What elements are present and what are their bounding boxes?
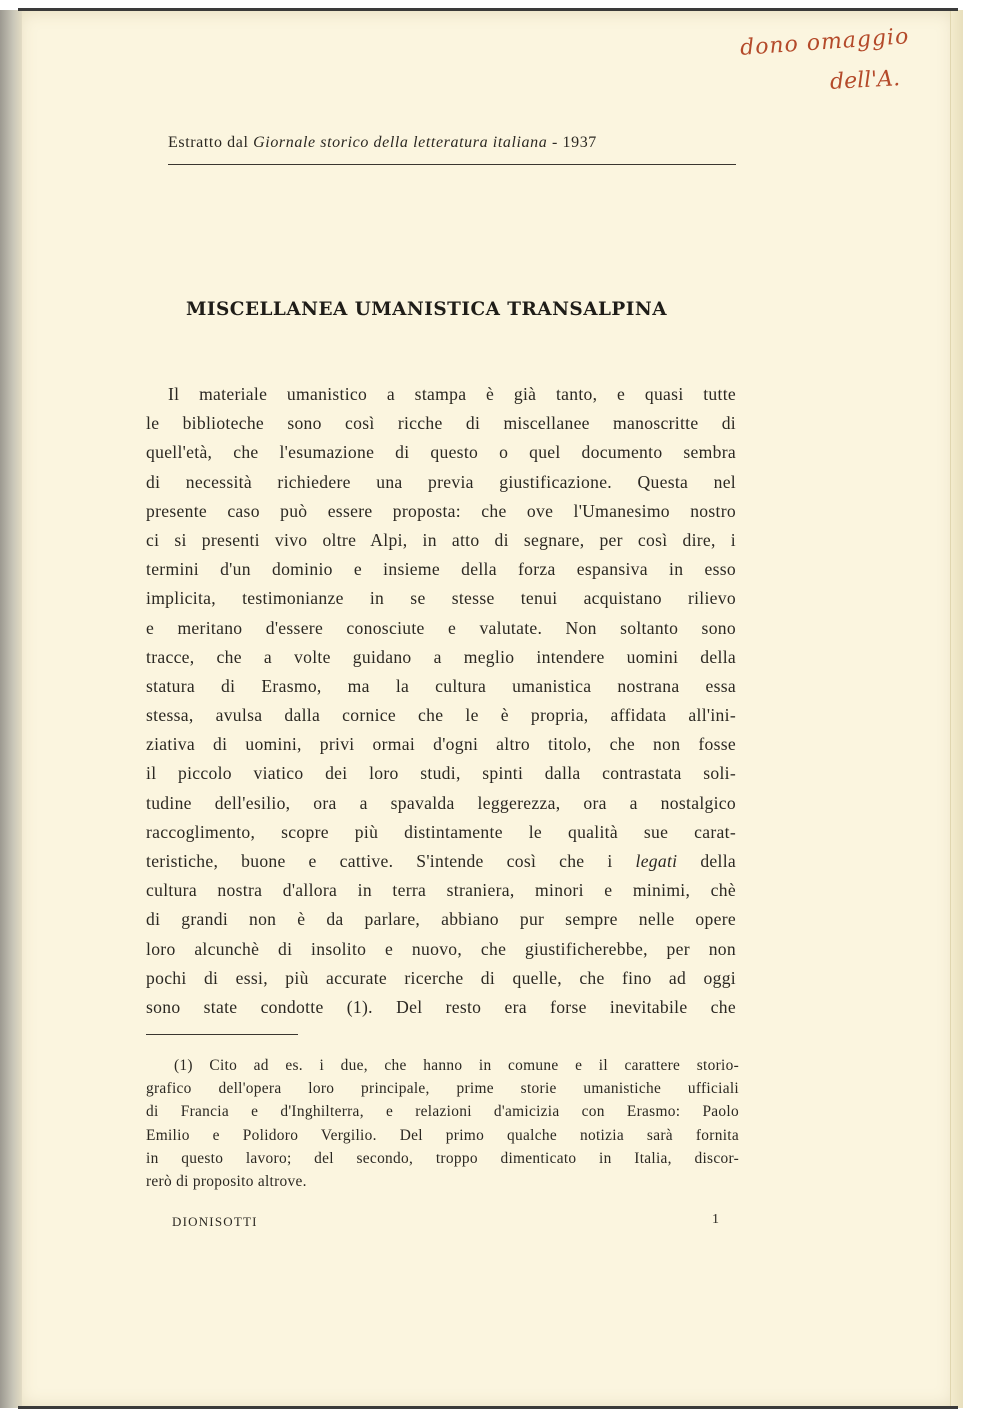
footnote-line: di Francia e d'Inghilterra, e relazioni d'amicizia con Erasmo: Paolo [146, 1103, 739, 1121]
body-line: termini d'un dominio e insieme della forza espansiva in esso [146, 559, 736, 580]
header-separator: - [547, 134, 563, 151]
body-line: ci si presenti vivo oltre Alpi, in atto di segnare, per così dire, i [146, 529, 736, 550]
footnote-line: rerò di proposito altrove. [146, 1172, 307, 1190]
header-prefix: Estratto dal [168, 134, 254, 151]
offprint-header [168, 134, 738, 152]
body-line: quell'età, che l'esumazione di questo o quel documento sembra [146, 442, 736, 463]
page-right-edge [950, 10, 963, 1408]
body-line: presente caso può essere proposta: che ove l'Umanesimo nostro [146, 500, 736, 521]
handwritten-line-1: dono omaggio [739, 24, 911, 61]
footnote-line: grafico dell'opera loro principale, prime storie umanistiche ufficiali [146, 1080, 739, 1098]
scan-top-edge [18, 8, 958, 11]
body-line: di necessità richiedere una previa giustificazione. Questa nel [146, 471, 736, 492]
body-line: sono state condotte (1). Del resto era forse inevitabile che [146, 996, 736, 1017]
header-year: 1937 [562, 134, 597, 151]
body-line: ziativa di uomini, privi ormai d'ogni altro titolo, che non fosse [146, 734, 736, 755]
footnote [146, 1054, 739, 1193]
footnote-line: (1) Cito ad es. i due, che hanno in comune e il carattere storio- [174, 1057, 739, 1074]
footnote-line: Emilio e Polidoro Vergilio. Del primo qualche notizia sarà fornita [146, 1126, 739, 1144]
article-title: MISCELLANEA UMANISTICA TRANSALPINA [186, 298, 668, 320]
body-line: cultura nostra d'allora in terra straniera, minori e minimi, chè [146, 880, 736, 901]
header-rule [168, 164, 736, 165]
body-line: e meritano d'essere conosciute e valutate. Non soltanto sono [146, 617, 736, 638]
body-line: di grandi non è da parlare, abbiano pur sempre nelle opere [146, 909, 736, 930]
body-line: le biblioteche sono così ricche di miscellanee manoscritte di [146, 413, 736, 434]
body-line: Il materiale umanistico a stampa è già tanto, e quasi tutte [168, 384, 736, 404]
body-line: stessa, avulsa dalla cornice che le è propria, affidata all'ini- [146, 705, 736, 726]
printer-signature: DIONISOTTI [172, 1214, 258, 1229]
handwritten-line-2: dell'A. [829, 66, 901, 95]
footnote-line: in questo lavoro; del secondo, troppo dimenticato in Italia, discor- [146, 1149, 739, 1167]
body-line: pochi di essi, più accurate ricerche di quelle, che fino ad oggi [146, 967, 736, 988]
body-line: il piccolo viatico dei loro studi, spinti dalla contrastata soli- [146, 763, 736, 784]
body-line: implicita, testimonianze in se stesse tenui acquistano rilievo [146, 588, 736, 609]
body-line-part: della [700, 851, 737, 871]
italic-term: legati [635, 851, 678, 871]
scan-bottom-edge [18, 1406, 958, 1409]
journal-name: Giornale storico della letteratura italiana [253, 134, 548, 151]
page-number: 1 [712, 1212, 719, 1227]
body-line: statura di Erasmo, ma la cultura umanistica nostrana essa [146, 675, 736, 696]
body-line: tracce, che a volte guidano a meglio intendere uomini della [146, 646, 736, 667]
body-line: raccoglimento, scopre più distintamente le qualità sue carat- [146, 821, 736, 842]
body-line-part: teristiche, buone e cattive. S'intende così che i [146, 851, 613, 871]
handwritten-dedication [739, 24, 940, 100]
body-line-with-italic [146, 847, 736, 876]
body-text [146, 380, 736, 1022]
footnote-rule [146, 1034, 298, 1035]
body-line: loro alcunchè di insolito e nuovo, che giustificherebbe, per non [146, 938, 736, 959]
body-line: tudine dell'esilio, ora a spavalda leggerezza, ora a nostalgico [146, 792, 736, 813]
binding-strip [0, 10, 22, 1408]
